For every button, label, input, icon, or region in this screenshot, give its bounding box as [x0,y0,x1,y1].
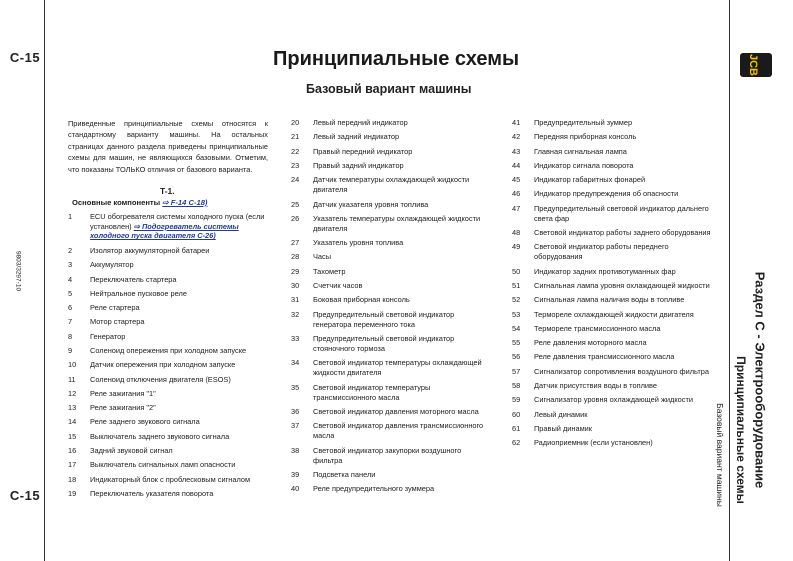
list-item: 11 Соленоид отключения двигателя (ESOS) [68,374,231,384]
list-item: 62 Радиоприемник (если установлен) [512,438,653,448]
list-item: 3 Аккумулятор [68,260,134,270]
list-item: 12 Реле зажигания "1" [68,388,156,398]
list-item: 57 Сигнализатор сопротивления воздушного фильтра [512,366,709,376]
side-subtitle: Базовый вариант машины [715,403,725,507]
table-label: T-1. [160,186,175,196]
list-item: 48 Световой индикатор работы заднего оборудования [512,228,711,238]
list-item: 42 Передняя приборная консоль [512,132,637,142]
list-item: 45 Индикатор габаритных фонарей [512,175,646,185]
list-item: 35 Световой индикатор температуры трансмиссионного масла [291,382,431,402]
list-item: 23 Правый задний индикатор [291,160,404,170]
intro-paragraph: Приведенные принципиальные схемы относятся к стандартному варианту машины. На остальных страницах данного раздела приведены принципиальные схемы для машин, не являющихся базовыми. Отметим, что показаны ТОЛЬКО отличия от базового варианта. [68,119,268,174]
list-item: 43 Главная сигнальная лампа [512,146,627,156]
main-components-heading: Основные компоненты ⇨ F-14 C-18) [72,198,208,207]
component-list-col1b [68,246,273,503]
main-components-link[interactable]: ⇨ F-14 C-18) [162,198,208,207]
page-code-bottom: C-15 [9,488,41,503]
list-item: 19 Переключатель указателя поворота [68,488,214,498]
list-item: 24 Датчик температуры охлаждающей жидкости двигателя [291,175,470,195]
list-item: 50 Индикатор задних противотуманных фар [512,266,676,276]
list-item: 41 Предупредительный зуммер [512,118,633,127]
list-item: 54 Термореле трансмиссионного масла [512,323,661,333]
list-item: 31 Боковая приборная консоль [291,295,410,305]
list-item: 26 Указатель температуры охлаждающей жидкости двигателя [291,213,481,233]
list-item: 47 Предупредительный световой индикатор дальнего света фар [512,203,709,223]
list-item: 8 Генератор [68,331,126,341]
list-item: 32 Предупредительный световой индикатор генератора переменного тока [291,309,455,329]
list-item: 51 Сигнальная лампа уровня охлаждающей жидкости [512,281,710,290]
right-margin-rule [729,0,730,561]
list-item: 16 Задний звуковой сигнал [68,445,173,455]
side-chapter-title: Принципиальные схемы [734,356,748,504]
list-item: 33 Предупредительный световой индикатор стояночного тормоза [291,333,455,354]
list-item: 52 Сигнальная лампа наличия воды в топливе [512,295,685,305]
list-item: 1 ECU обогревателя системы холодного пуска (если установлен) ⇨ Подогреватель системы холодного пуска двигателя C-26) [68,212,265,241]
list-item: 58 Датчик присутствия воды в топливе [512,380,657,390]
page-code-top: C-15 [9,50,41,65]
list-item: 56 Реле давления трансмиссионного масла [512,352,675,362]
page-title: Принципиальные схемы [273,48,520,70]
list-item: 6 Реле стартера [68,303,140,313]
left-margin-rule [44,0,45,561]
list-item: 55 Реле давления моторного масла [512,338,647,348]
list-item: 34 Световой индикатор температуры охлаждающей жидкости двигателя [291,358,482,378]
list-item: 22 Правый передний индикатор [291,146,413,156]
jcb-logo [736,51,776,79]
document-number: 9803/3297-10 [14,250,22,292]
list-item: 53 Термореле охлаждающей жидкости двигателя [512,309,694,319]
side-section-title: Раздел С - Электрооборудование [752,271,768,489]
list-item: 5 Нейтральное пусковое реле [68,288,187,298]
component-list-col2 [291,118,491,499]
list-item: 15 Выключатель заднего звукового сигнала [68,431,230,441]
list-item: 40 Реле предупредительного зуммера [291,484,435,494]
list-item: 28 Часы [291,252,332,262]
list-item: 39 Подсветка панели [291,470,376,480]
list-item: 7 Мотор стартера [68,317,145,327]
list-item: 13 Реле зажигания "2" [68,403,156,413]
list-item: 61 Правый динамик [512,423,593,433]
list-item: 17 Выключатель сигнальных ламп опасности [68,460,236,470]
list-item: 20 Левый передний индикатор [291,118,408,127]
list-item: 60 Левый динамик [512,409,588,419]
list-item: 4 Переключатель стартера [68,274,177,284]
list-item: 25 Датчик указателя уровня топлива [291,199,429,209]
list-item: 44 Индикатор сигнала поворота [512,160,634,170]
list-item: 21 Левый задний индикатор [291,132,400,142]
list-item: 14 Реле заднего звукового сигнала [68,417,200,427]
list-item: 10 Датчик опережения при холодном запуске [68,360,236,370]
list-item: 49 Световой индикатор работы переднего оборудования [512,242,669,262]
list-item: 27 Указатель уровня топлива [291,238,404,248]
list-item: 36 Световой индикатор давления моторного масла [291,407,479,417]
list-item: 29 Тахометр [291,266,346,276]
list-item: 38 Световой индикатор закупорки воздушного фильтра [291,445,462,465]
component-list-col1 [68,212,273,244]
heater-link[interactable]: ⇨ Подогреватель системы холодного пуска двигателя C-26) [90,221,239,241]
component-list-col3 [512,118,716,452]
list-item: 59 Сигнализатор уровня охлаждающей жидкости [512,395,693,405]
list-item: 2 Изолятор аккумуляторной батареи [68,246,210,255]
list-item: 18 Индикаторный блок с проблесковым сигналом [68,474,251,484]
list-item: 37 Световой индикатор давления трансмиссионного масла [291,421,484,441]
list-item: 9 Соленоид опережения при холодном запуске [68,345,247,355]
page-subtitle: Базовый вариант машины [306,82,472,96]
list-item: 46 Индикатор предупреждения об опасности [512,189,679,199]
svg-text:JCB: JCB [747,53,759,77]
list-item: 30 Счетчик часов [291,281,363,290]
